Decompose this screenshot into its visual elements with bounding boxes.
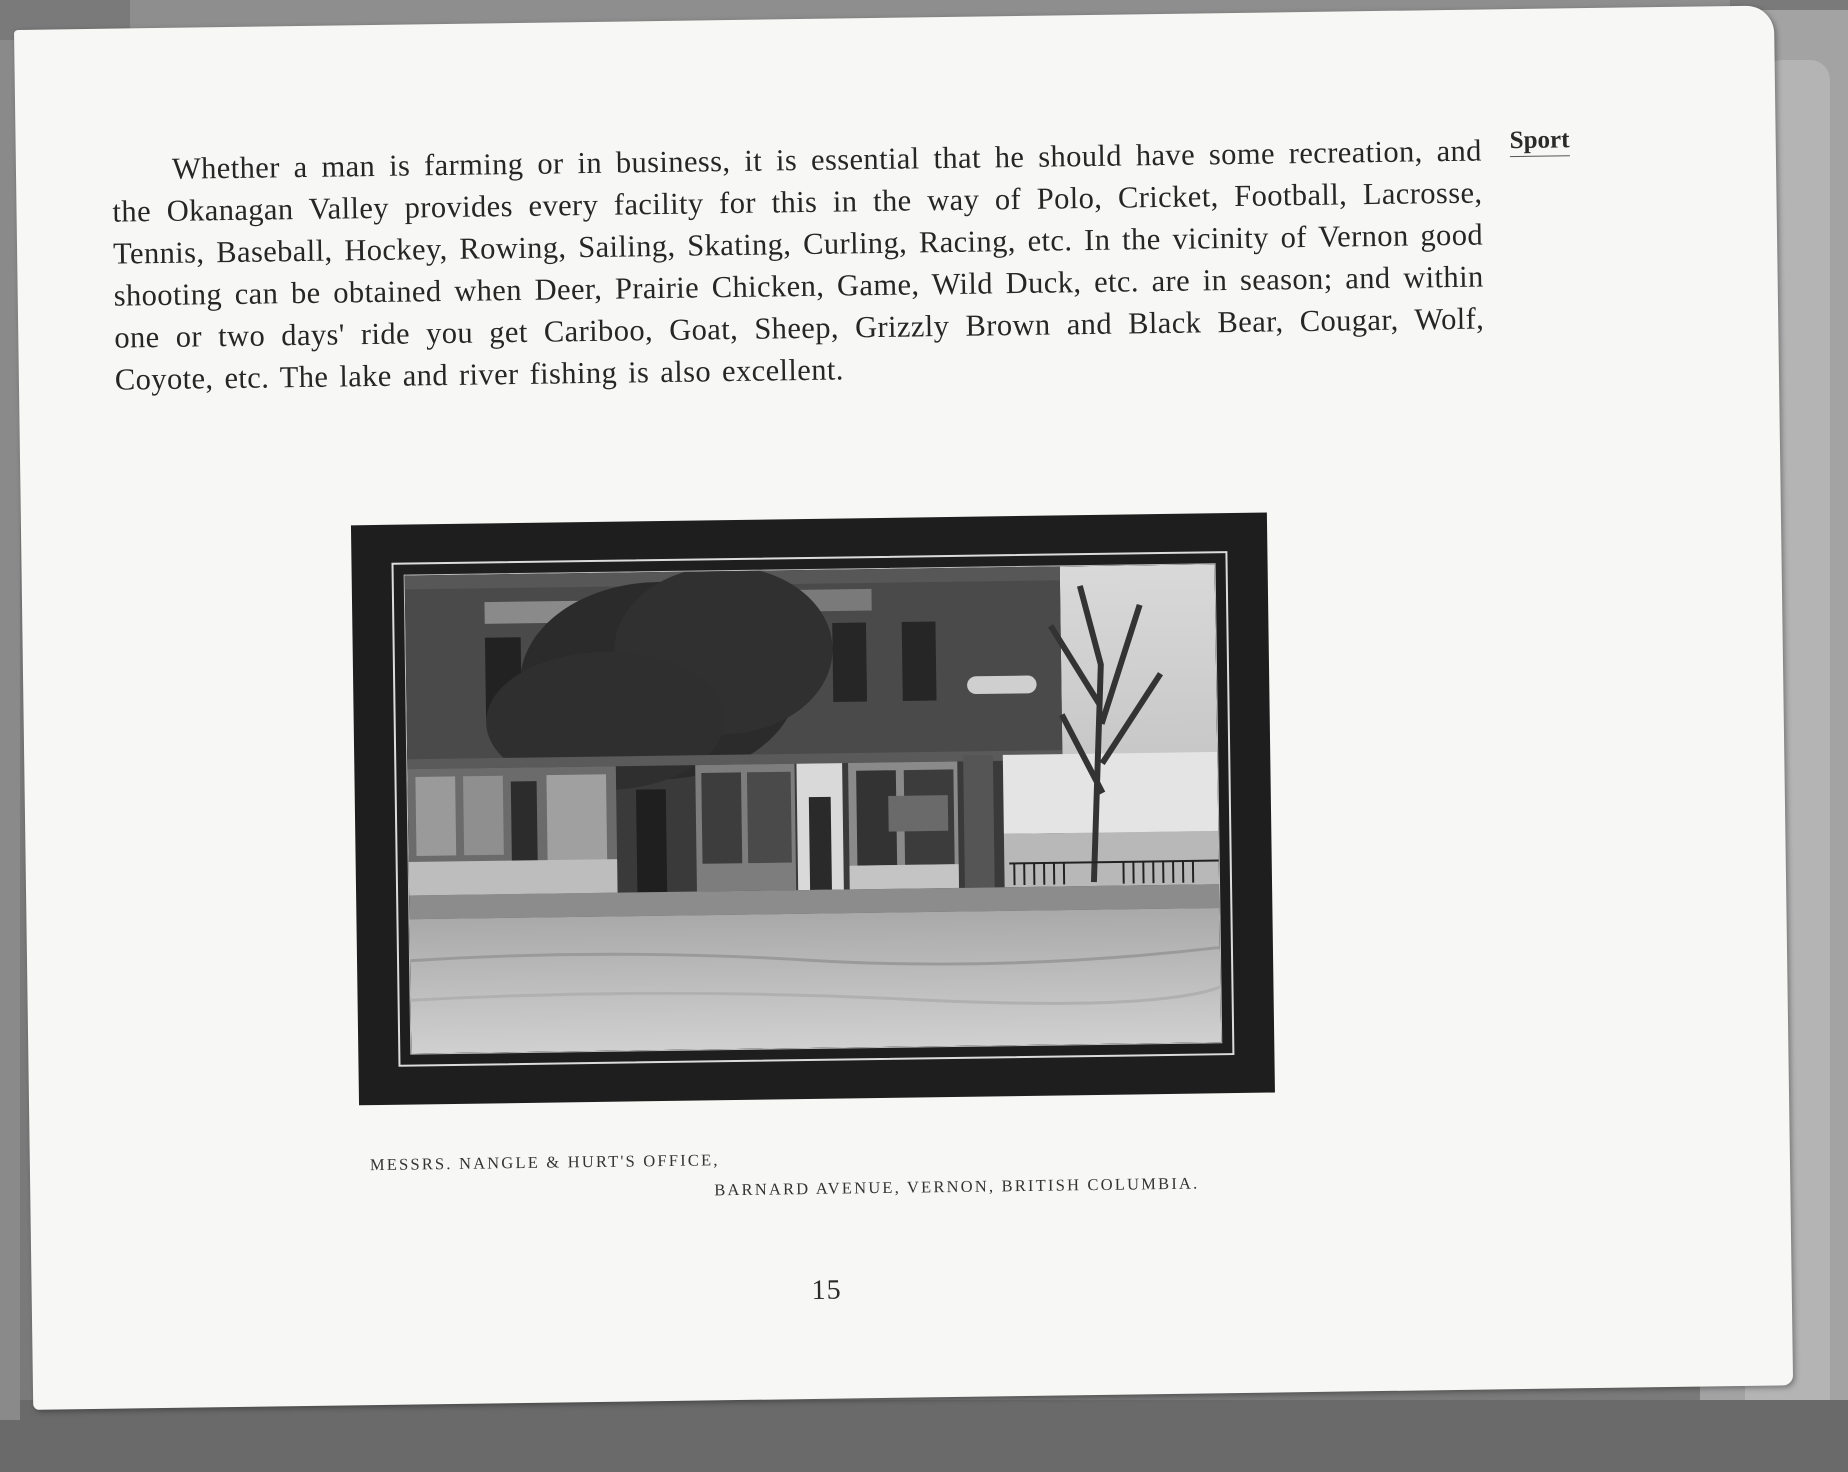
photo-image — [404, 563, 1223, 1054]
book-page — [14, 5, 1793, 1409]
photo-caption-line-1: MESSRS. NANGLE & HURT'S OFFICE, — [369, 1150, 720, 1175]
margin-heading: Sport — [1510, 126, 1570, 157]
scan-background-bottom — [0, 1400, 1848, 1472]
storefront-photo-illustration — [405, 564, 1222, 1053]
page-number: 15 — [811, 1274, 842, 1306]
photo-frame — [391, 551, 1234, 1067]
body-paragraph: Whether a man is farming or in business, it is essential that he should have some recreation, and the Okanagan Valley provides every facility for this in the way of Polo, Cricket, Football, Lacrosse, Tennis, Baseball, Hockey, Rowing, Sailing, Skating, Curling, Racing, etc. In the vicinity of Vernon good shooting can be obtained when Deer, Prairie Chicken, Game, Wild Duck, etc. are in season; and within one or two days' ride you get Cariboo, Goat, Sheep, Grizzly Brown and Black Bear, Cougar, Wolf, Coyote, etc. The lake and river fishing is also excellent. — [112, 133, 1485, 397]
photograph-plate — [351, 513, 1275, 1106]
photo-caption-line-2: BARNARD AVENUE, VERNON, BRITISH COLUMBIA. — [714, 1173, 1200, 1200]
